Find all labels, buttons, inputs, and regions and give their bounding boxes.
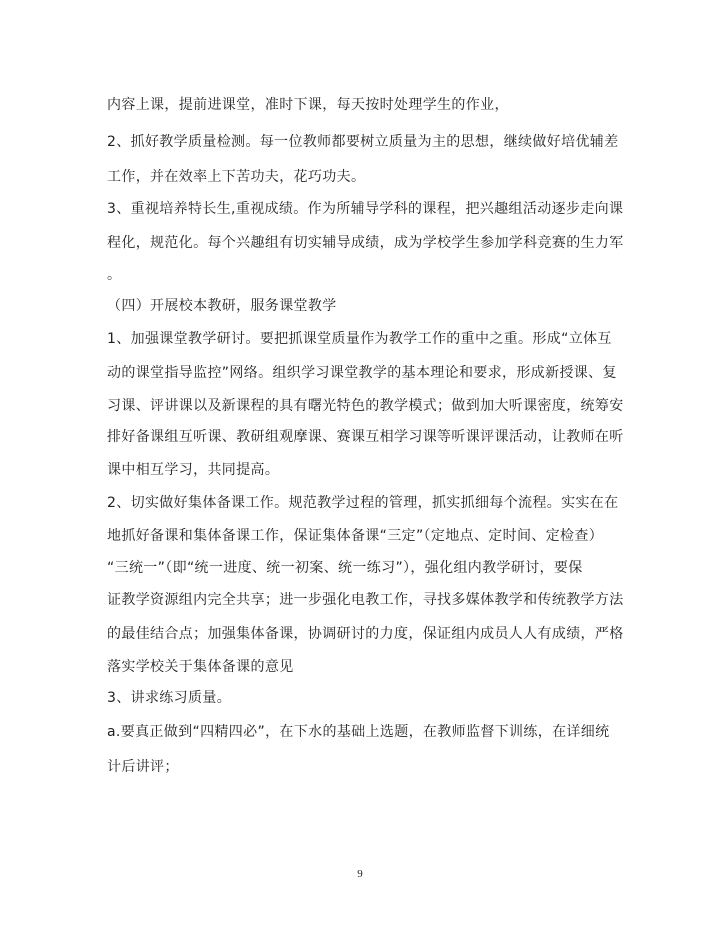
text-line: 2、抓好教学质量检测。每一位教师都要树立质量为主的思想，继续做好培优辅差 (107, 134, 619, 150)
text-line: 计后讲评； (107, 759, 179, 775)
text-line: 排好备课组互听课、教研组观摩课、赛课互相学习课等听课评课活动，让教师在听 (107, 429, 624, 445)
text-line: 工作，并在效率上下苦功夫，花巧功夫。 (107, 169, 366, 185)
text-line: 1、加强课堂教学研讨。要把抓课堂质量作为教学工作的重中之重。形成“立体互 (107, 331, 612, 347)
text-line: 程化，规范化。每个兴趣组有切实辅导成绩，成为学校学生参加学科竞赛的生力军 (107, 235, 624, 251)
section-heading: （四）开展校本教研，服务课堂教学 (107, 298, 337, 314)
text-line: 的最佳结合点；加强集体备课，协调研讨的力度，保证组内成员人人有成绩，严格 (107, 626, 624, 642)
text-line: 课中相互学习，共同提高。 (107, 462, 280, 478)
text-line: 3、重视培养特长生,重视成绩。作为所辅导学科的课程，把兴趣组活动逐步走向课 (107, 201, 624, 217)
text-line: 地抓好备课和集体备课工作，保证集体备课“三定”（定地点、定时间、定检查） (107, 528, 604, 544)
text-line: 动的课堂指导监控”网络。组织学习课堂教学的基本理论和要求，形成新授课、复 (107, 365, 617, 381)
text-line: 3、讲求练习质量。 (107, 690, 232, 706)
text-line: 证教学资源组内完全共享；进一步强化电教工作，寻找多媒体教学和传统教学方法 (107, 592, 624, 608)
text-line: 2、切实做好集体备课工作。规范教学过程的管理，抓实抓细每个流程。实实在在 (107, 495, 619, 511)
text-line: 。 (107, 267, 122, 283)
page-number: 9 (357, 868, 363, 880)
text-line: a.要真正做到“四精四必”，在下水的基础上选题，在教师监督下训练，在详细统 (107, 724, 610, 740)
text-line: 习课、评讲课以及新课程的具有曙光特色的教学模式；做到加大听课密度，统筹安 (107, 398, 624, 414)
text-line: 落实学校关于集体备课的意见 (107, 659, 294, 675)
text-line: 内容上课，提前进课堂，准时下课，每天按时处理学生的作业， (107, 97, 509, 113)
text-line: “三统一”（即“统一进度、统一初案、统一练习”），强化组内教学研讨，要保 (107, 560, 583, 576)
